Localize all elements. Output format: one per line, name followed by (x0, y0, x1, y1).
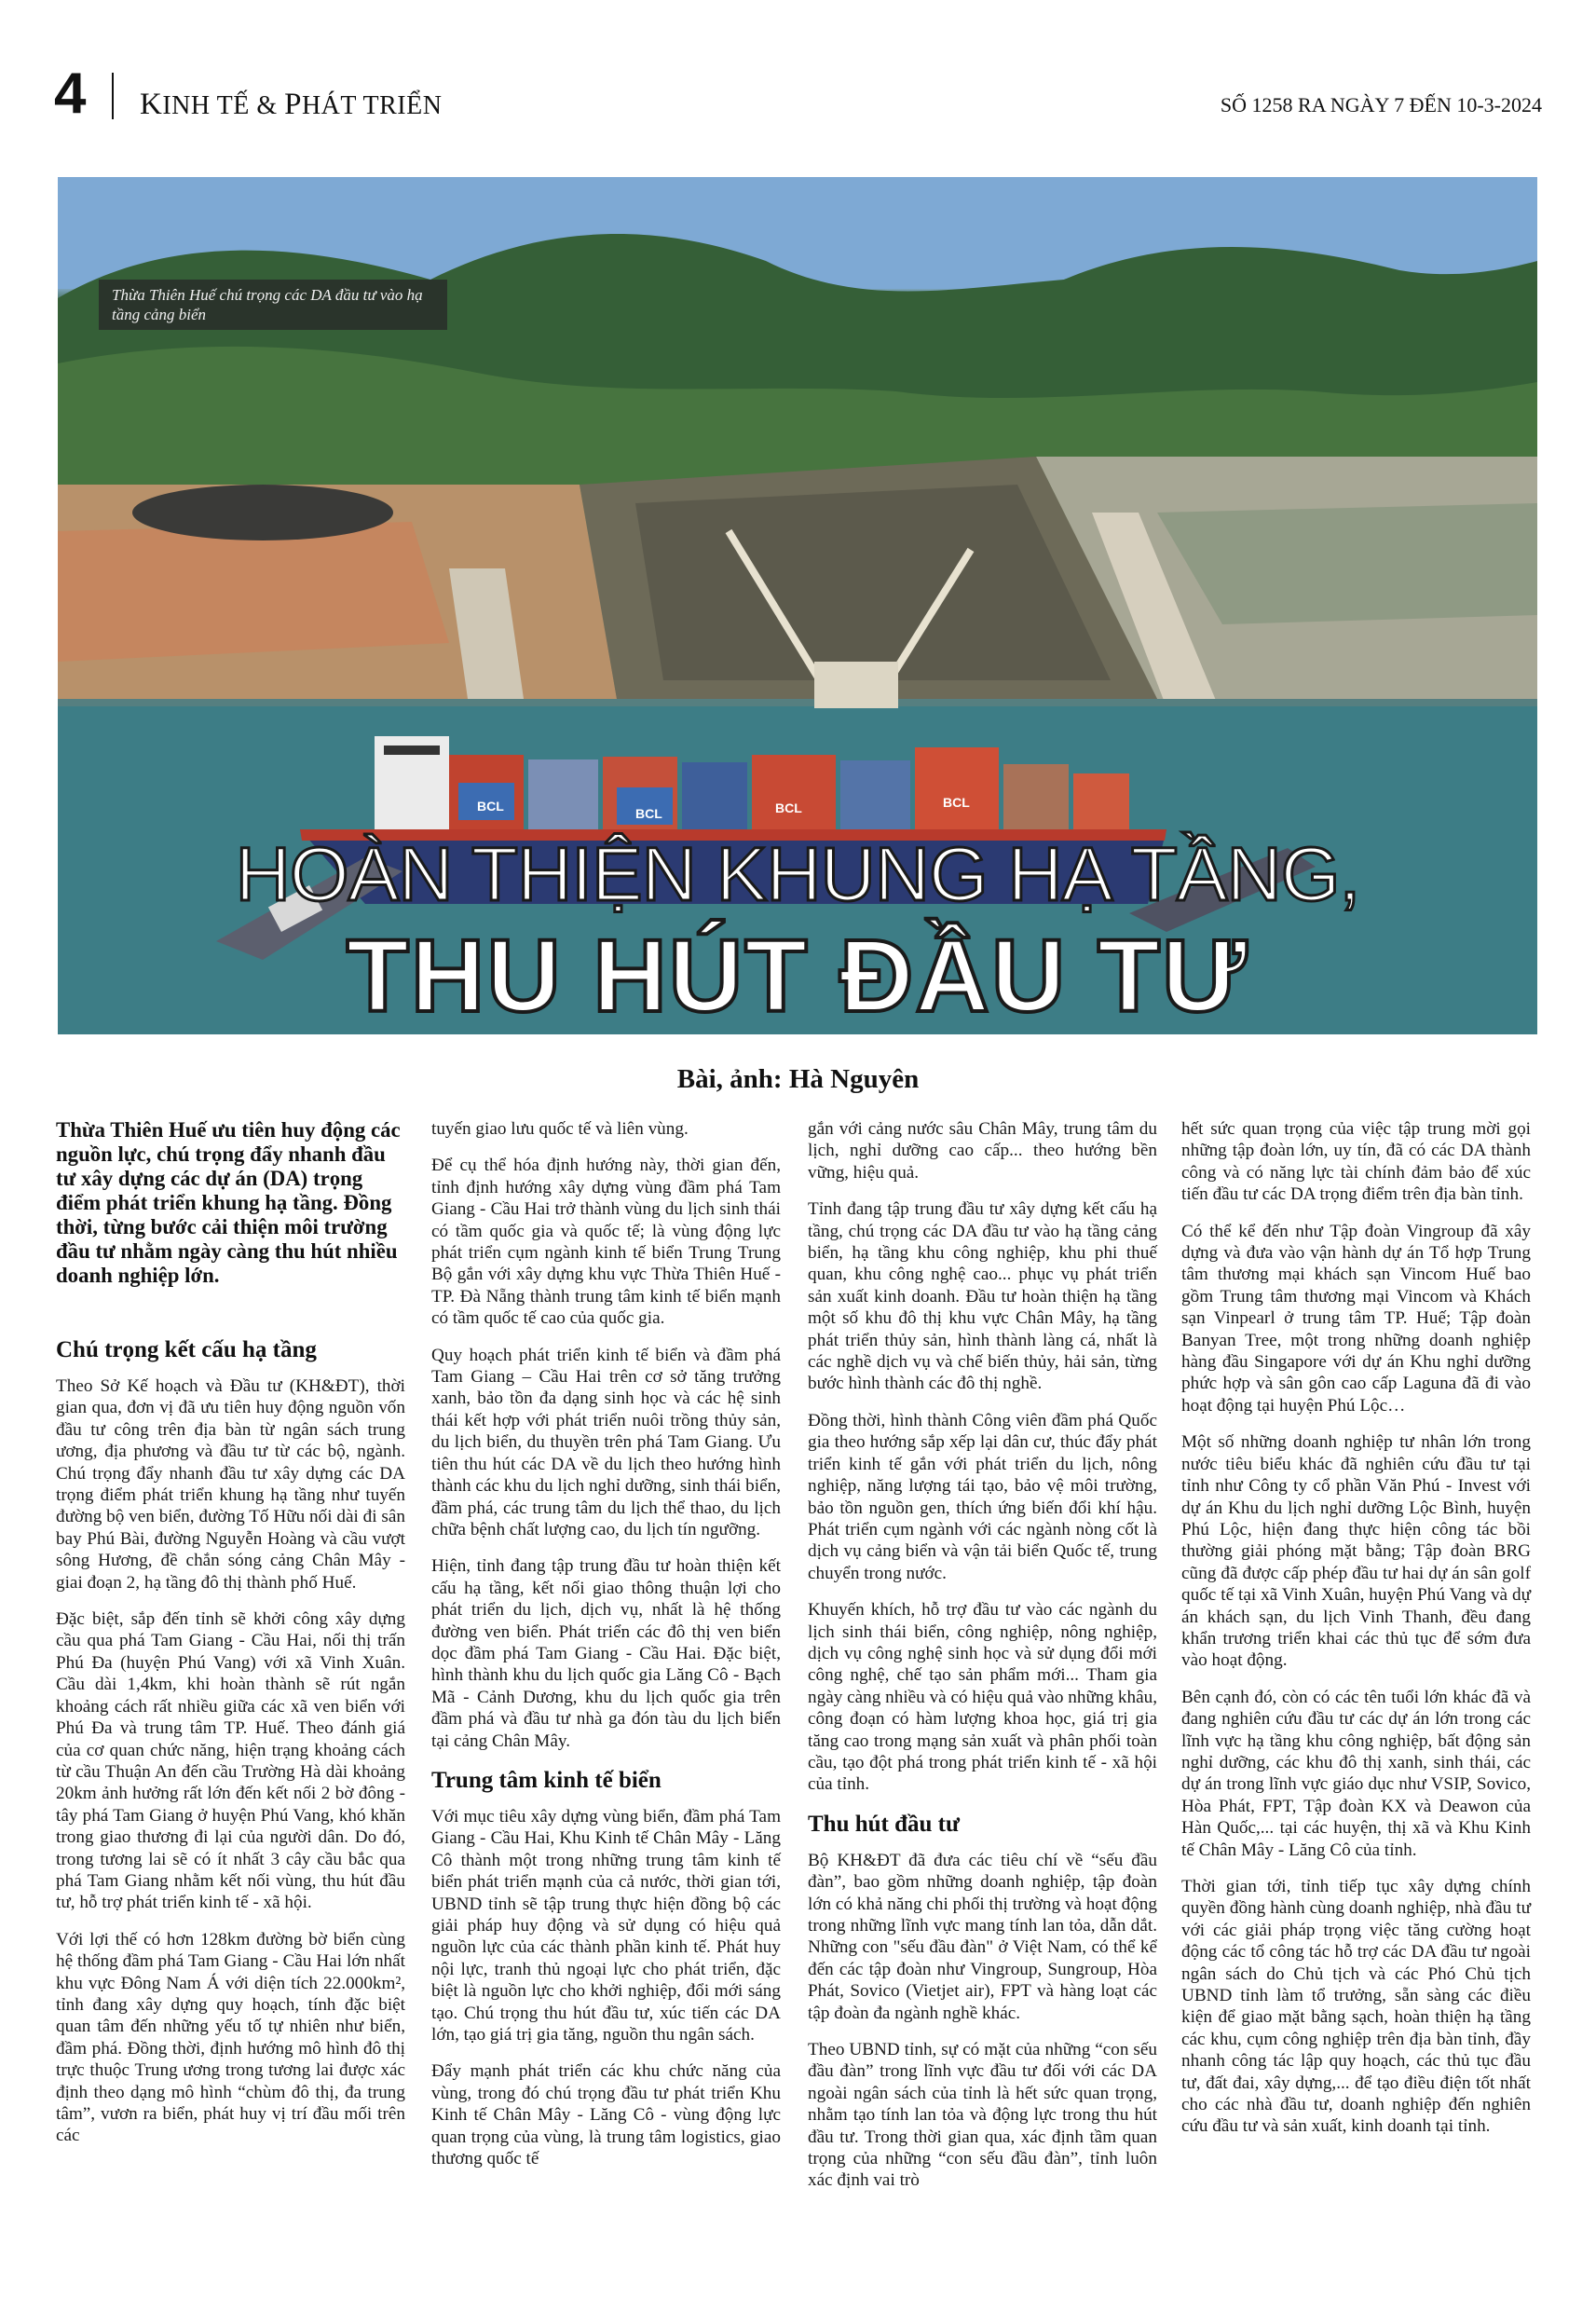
headline-line-2: THU HÚT ĐẦU TƯ (346, 919, 1249, 1033)
hero-photo (58, 177, 1537, 1034)
paragraph: Đẩy mạnh phát triển các khu chức năng của vùng, trong đó chú trọng đầu tư phát triển Khu Kinh tế Chân Mây - Lăng Cô - vùng động lực quan trọng của vùng, là trung tâm logistics, giao thương quốc tế (431, 2061, 781, 2169)
article-column-3 (808, 1118, 1157, 2207)
photo-caption (99, 280, 447, 330)
paragraph: Đặc biệt, sắp đến tỉnh sẽ khởi công xây dựng cầu qua phá Tam Giang - Cầu Hai, nối thị trấn Phú Đa (huyện Phú Vang) với xã Vinh Xuân. Cầu dài 1,4km, khi hoàn thành sẽ rút ngắn khoảng cách rất nhiều giữa các xã ven biển với Phú Đa và trung tâm TP. Huế. Theo đánh giá của cơ quan chức năng, hiện trạng khoảng cách từ cầu Thuận An đến cầu Trường Hà dài khoảng 20km ảnh hưởng rất lớn đến kết nối 2 bờ đông - tây phá Tam Giang ở huyện Phú Vang, khó khăn trong giao thương đi lại của người dân. Do đó, trong tương lai sẽ có ít nhất 3 cây cầu bắc qua phá Tam Giang nhằm kết nối vùng, thu hút đầu tư, hỗ trợ phát triển kinh tế - xã hội. (56, 1609, 405, 1913)
paragraph: Có thể kể đến như Tập đoàn Vingroup đã xây dựng và đưa vào vận hành dự án Tổ hợp Trung tâm thương mại khách sạn Vincom Huế bao gồm Trung tâm thương mại Vincom và Khách sạn Vinpearl ở trung tâm TP. Huế; Tập đoàn Banyan Tree, một trong những doanh nghiệp hàng đầu Singapore với dự án Khu nghỉ dưỡng phức hợp và sân gôn cao cấp Laguna đã đi vào hoạt động tại huyện Phú Lộc… (1181, 1221, 1531, 1416)
section-title (140, 88, 442, 122)
paragraph: Khuyến khích, hỗ trợ đầu tư vào các ngành du lịch sinh thái biển, công nghiệp, nông nghiệp, dịch vụ công nghệ sinh học và sử dụng đổi mới công nghệ, chế tạo sản phẩm mới... Tham gia ngày càng nhiều và có hiệu quả vào những khâu, công đoạn có hàm lượng khoa học, giá trị gia tăng cao trong mạng sản xuất và phân phối toàn cầu, tạo đột phá trong phát triển kinh tế - xã hội của tỉnh. (808, 1600, 1157, 1795)
article-column-4 (1181, 1118, 1531, 2153)
section-title-cap2: P (284, 88, 302, 121)
paragraph: Hiện, tỉnh đang tập trung đầu tư hoàn thiện kết cấu hạ tầng, kết nối giao thông thuận lợi cho phát triển du lịch, dịch vụ, nhất là hệ thống đường ven biển. Phát triển các đô thị ven biển dọc đầm phá Tam Giang - Cầu Hai. Đặc biệt, hình thành khu du lịch quốc gia Lăng Cô - Bạch Mã - Cảnh Dương, khu du lịch quốc gia trên đầm phá và đầu tư nhà ga đón tàu du lịch biển tại cảng Chân Mây. (431, 1556, 781, 1751)
header-divider (112, 73, 114, 119)
paragraph: hết sức quan trọng của việc tập trung mời gọi những tập đoàn lớn, uy tín, đã có các DA thành công và có năng lực tài chính đảm bảo để xúc tiến đầu tư các DA trọng điểm trên địa bàn tỉnh. (1181, 1119, 1531, 1205)
article-column-2 (431, 1118, 781, 2184)
paragraph: Bộ KH&ĐT đã đưa các tiêu chí về “sếu đầu đàn”, bao gồm những doanh nghiệp, tập đoàn lớn có khả năng chi phối thị trường và hoạt động trong những lĩnh vực mang tính lan tỏa, dẫn dắt. Những con "sếu đầu đàn" ở Việt Nam, có thể kể đến các tập đoàn như Vingroup, Sungroup, Hòa Phát, Sovico (Vietjet air), FPT và hàng loạt các tập đoàn đa ngành nghề khác. (808, 1850, 1157, 2023)
container-label: BCL (635, 806, 662, 821)
section-title-rest2: HÁT TRIỂN (301, 91, 443, 120)
section-title-cap1: K (140, 88, 163, 121)
subheading-marine-economy: Trung tâm kinh tế biển (431, 1767, 662, 1793)
paragraph: Với mục tiêu xây dựng vùng biển, đầm phá Tam Giang - Cầu Hai, Khu Kinh tế Chân Mây - Lăng Cô thành một trong những trung tâm kinh tế biển phát triển mạnh của cả nước, thời gian tới, UBND tỉnh sẽ tập trung thực hiện đồng bộ các giải pháp huy động và sử dụng có hiệu quả nguồn lực của các thành phần kinh tế. Phát huy nội lực, tranh thủ ngoại lực cho phát triển, đặc biệt là nguồn lực cho khởi nghiệp, đổi mới sáng tạo. Chú trọng thu hút đầu tư, xúc tiến các DA lớn, tạo giá trị gia tăng, nguồn thu ngân sách. (431, 1806, 781, 2045)
paragraph: Với lợi thế có hơn 128km đường bờ biển cùng hệ thống đầm phá Tam Giang - Cầu Hai lớn nhất khu vực Đông Nam Á với diện tích 22.000km², tỉnh đang xây dựng quy hoạch, tính đặc biệt quan tâm đến những yếu tố tự nhiên như biển, đầm phá. Đồng thời, định hướng mô hình đô thị trực thuộc Trung ương trong tương lai được xác định theo dạng mô hình “chùm đô thị, đa trung tâm”, vươn ra biển, phát huy vị trí đầu mối trên các (56, 1929, 405, 2146)
paragraph: gắn với cảng nước sâu Chân Mây, trung tâm du lịch, nghỉ dưỡng cao cấp... theo hướng bền vững, hiệu quả. (808, 1119, 1157, 1183)
paragraph: Bên cạnh đó, còn có các tên tuổi lớn khác đã và đang nghiên cứu đầu tư các dự án lớn trong các lĩnh vực hạ tầng khu công nghiệp, bất động sản nghỉ dưỡng, các khu đô thị xanh, sinh thái, các dự án trong lĩnh vực giáo dục như VSIP, Sovico, Hòa Phát, FPT, Tập đoàn KX và Deawon của Hàn Quốc,... tại các huyện, thị xã và Khu Kinh tế Chân Mây - Lăng Cô của tỉnh. (1181, 1687, 1531, 1860)
container-label: BCL (775, 800, 802, 815)
section-title-amp: & (249, 91, 285, 120)
page-number: 4 (54, 62, 87, 126)
paragraph: Một số những doanh nghiệp tư nhân lớn trong nước tiêu biểu khác đã nghiên cứu đầu tư tại tỉnh như Công ty cổ phần Văn Phú - Invest với dự án Khu du lịch nghỉ dưỡng Lộc Bình, huyện Phú Lộc, hiện đang thực hiện công tác bồi thường giải phóng mặt bằng; Tập đoàn BRG cũng đã được cấp phép đầu tư hai dự án sân golf quốc tế tại xã Vinh Xuân, huyện Phú Vang và dự án khách sạn, du lịch Vinh Thanh, đều đang khẩn trương triển khai các thủ tục để sớm đưa vào hoạt động. (1181, 1432, 1531, 1671)
page-header (54, 62, 1542, 130)
paragraph: Để cụ thể hóa định hướng này, thời gian đến, tỉnh định hướng xây dựng vùng đầm phá Tam Giang - Cầu Hai trở thành vùng du lịch sinh thái có tầm quốc gia và quốc tế; là vùng động lực phát triển cụm ngành kinh tế biển Trung Trung Bộ gắn với xây dựng khu vực Thừa Thiên Huế - TP. Đà Nẵng thành trung tâm kinh tế biển mạnh có tầm quốc tế cao của quốc gia. (431, 1156, 781, 1329)
paragraph: Đồng thời, hình thành Công viên đầm phá Quốc gia theo hướng sắp xếp lại dân cư, thúc đẩy phát triển kinh tế gắn với phát triển du lịch, nông nghiệp, năng lượng tái tạo, bảo vệ môi trường, bảo tồn nguồn gen, thích ứng biến đổi khí hậu. Phát triển cụm ngành với các ngành nòng cốt là dịch vụ cảng biển và vận tải biển Quốc tế, trung chuyển trong nước. (808, 1410, 1157, 1583)
lead-paragraph: Thừa Thiên Huế ưu tiên huy động các nguồn lực, chú trọng đẩy nhanh đầu tư xây dựng các dự án (DA) trọng điểm phát triển khung hạ tầng. Đồng thời, từng bước cải thiện môi trường đầu tư nhằm ngày càng thu hút nhiều doanh nghiệp lớn. (56, 1118, 401, 1287)
headline-line-1: HOÀN THIỆN KHUNG HẠ TẦNG, (235, 832, 1360, 917)
article-column-1 (56, 1118, 405, 2162)
paragraph: Theo Sở Kế hoạch và Đầu tư (KH&ĐT), thời gian qua, đơn vị đã ưu tiên huy động nguồn vốn đầu tư công trên địa bàn từ ngân sách trung ương, địa phương và đầu tư từ các bộ, ngành. Chú trọng đẩy nhanh đầu tư xây dựng các DA trọng điểm phát triển khung hạ tầng như tuyến đường bộ ven biển, đường Tố Hữu nối dài đi sân bay Phú Bài, đường Nguyễn Hoàng và cầu vượt sông Hương, đề chắn sóng cảng Chân Mây - giai đoạn 2, hạ tầng đô thị thành phố Huế. (56, 1376, 405, 1593)
paragraph: Quy hoạch phát triển kinh tế biển và đầm phá Tam Giang – Cầu Hai trên cơ sở tăng trưởng xanh, bảo tồn đa dạng sinh học và các hệ sinh thái kết hợp với phát triển nuôi trồng thủy sản, du lịch biển, du thuyền trên phá Tam Giang. Ưu tiên thu hút các DA về du lịch theo hướng hình thành các khu du lịch nghỉ dưỡng, sinh thái biển, đầm phá, các trung tâm du lịch thể thao, du lịch chữa bệnh chất lượng cao, du lịch tín ngưỡng. (431, 1345, 781, 1539)
paragraph: Theo UBND tỉnh, sự có mặt của những “con sếu đầu đàn” trong lĩnh vực đầu tư đối với các DA ngoài ngân sách của tỉnh là hết sức quan trọng, nhằm tạo tính lan tỏa và động lực trong thu hút đầu tư. Trong thời gian qua, xác định tầm quan trọng của những “con sếu đầu đàn”, tỉnh luôn xác định vai trò (808, 2040, 1157, 2191)
paragraph: tuyến giao lưu quốc tế và liên vùng. (431, 1119, 689, 1139)
container-label: BCL (477, 799, 504, 814)
photo-caption-text: Thừa Thiên Huế chú trọng các DA đầu tư vào hạ tầng cảng biển (112, 286, 423, 323)
byline: Bài, ảnh: Hà Nguyên (676, 1064, 920, 1094)
subheading-infrastructure: Chú trọng kết cấu hạ tầng (56, 1337, 317, 1362)
container-label: BCL (943, 795, 970, 810)
paragraph: Thời gian tới, tỉnh tiếp tục xây dựng chính quyền đồng hành cùng doanh nghiệp, nhà đầu tư với các giải pháp trọng việc tăng cường hoạt động các tổ công tác hỗ trợ các DA đầu tư ngoài ngân sách do Chủ tịch và các Phó Chủ tịch UBND tỉnh làm tổ trưởng, sẵn sàng các điều kiện để giao mặt bằng sạch, hoàn thiện hạ tầng các khu, cụm công nghiệp trên địa bàn tỉnh, đầy nhanh công tác lập quy hoạch, các thủ tục đầu tư, đất đai, xây dựng,... để tạo điều điện tốt nhất cho các nhà đầu tư, doanh nghiệp đến nghiên cứu đầu tư và sản xuất, kinh doanh tại tỉnh. (1181, 1877, 1531, 2137)
issue-info: SỐ 1258 RA NGÀY 7 ĐẾN 10-3-2024 (1220, 93, 1542, 116)
section-title-rest1: INH TẾ (162, 91, 250, 120)
paragraph: Tỉnh đang tập trung đầu tư xây dựng kết cấu hạ tầng, chú trọng các DA đầu tư vào hạ tầng cảng biển, hạ tầng khu công nghiệp, khu phi thuế quan, khu công nghệ cao... phục vụ phát triển sản xuất kinh doanh. Đầu tư hoàn thiện hạ tầng một số khu đô thị khu vực Chân Mây, hạ tầng phát triển thủy sản, hình thành làng cá, nhất là các nghề dịch vụ và chế biến thủy, hải sản, từng bước hình thành các đô thị nghề. (808, 1199, 1157, 1394)
subheading-investment: Thu hút đầu tư (808, 1811, 961, 1837)
